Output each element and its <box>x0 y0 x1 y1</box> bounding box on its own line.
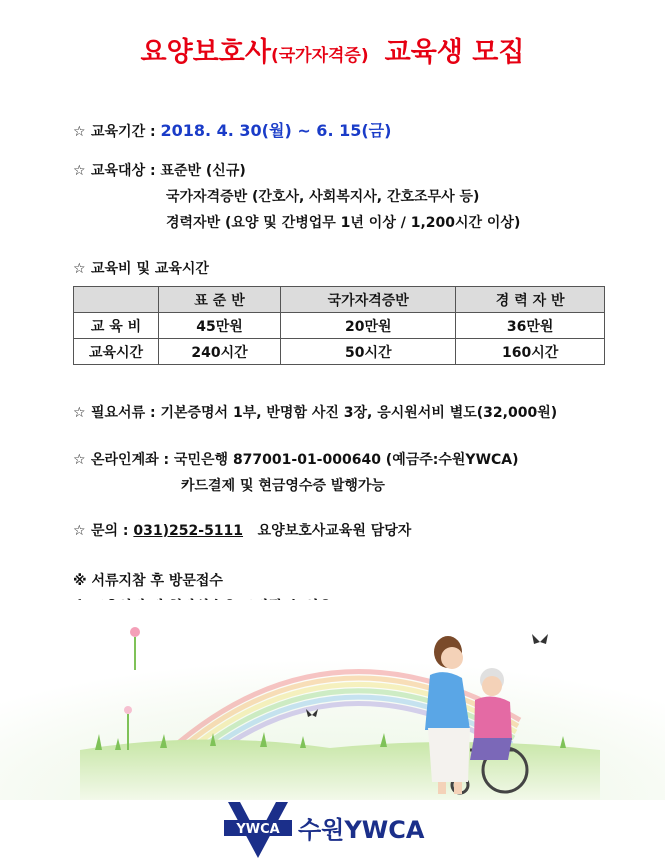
title-main: 요양보호사 <box>140 37 271 68</box>
title-sub: (국가자격증) <box>270 46 369 66</box>
table-cell: 240시간 <box>159 339 281 365</box>
logo-badge: YWCA <box>236 822 280 837</box>
note-1: ※ 서류지참 후 방문접수 <box>73 573 223 589</box>
contact-line <box>73 520 411 540</box>
page-title <box>0 30 665 69</box>
fee-table <box>73 286 605 365</box>
table-row <box>74 339 605 365</box>
star-icon: ☆ <box>73 523 86 539</box>
fee-line <box>73 258 209 278</box>
table-header-row <box>74 287 605 313</box>
table-cell: 50시간 <box>281 339 456 365</box>
table-cell: 20만원 <box>281 313 456 339</box>
ywca-logo <box>222 800 452 860</box>
table-row-header: 교육시간 <box>74 339 159 365</box>
contact-phone: 031)252-5111 <box>133 523 244 539</box>
star-icon: ☆ <box>73 261 86 277</box>
target-line <box>73 160 246 180</box>
table-row <box>74 313 605 339</box>
docs-value: 기본증명서 1부, 반명함 사진 3장, 응시원서비 별도(32,000원) <box>160 405 558 421</box>
period-label: 교육기간 : <box>91 124 156 140</box>
target-line-2: 국가자격증반 (간호사, 사회복지사, 간호조무사 등) <box>166 189 480 205</box>
star-icon: ☆ <box>73 124 86 140</box>
logo-text: 수원YWCA <box>298 816 425 844</box>
period-line <box>73 118 391 141</box>
table-cell: 45만원 <box>159 313 281 339</box>
target-label: 교육대상 : <box>91 163 156 179</box>
star-icon: ☆ <box>73 452 86 468</box>
star-icon: ☆ <box>73 405 86 421</box>
table-cell: 160시간 <box>456 339 605 365</box>
docs-label: 필요서류 : <box>91 405 156 421</box>
contact-dept: 요양보호사교육원 담당자 <box>257 523 412 539</box>
account-label: 온라인계좌 : <box>91 452 170 468</box>
star-icon: ☆ <box>73 163 86 179</box>
table-row-header: 교 육 비 <box>74 313 159 339</box>
target-line-1: 표준반 (신규) <box>160 163 246 179</box>
account-line <box>73 449 519 469</box>
caregiver-illustration <box>0 600 665 800</box>
docs-line <box>73 402 557 422</box>
account-line-2: 카드결제 및 현금영수증 발행가능 <box>181 478 385 494</box>
table-header-cell: 국가자격증반 <box>281 287 456 313</box>
table-header-cell: 표 준 반 <box>159 287 281 313</box>
account-value: 국민은행 877001-01-000640 (예금주:수원YWCA) <box>173 452 519 468</box>
table-header-cell <box>74 287 159 313</box>
table-header-cell: 경 력 자 반 <box>456 287 605 313</box>
table-cell: 36만원 <box>456 313 605 339</box>
period-value: 2018. 4. 30(월) ~ 6. 15(금) <box>160 121 392 140</box>
target-line-3: 경력자반 (요양 및 간병업무 1년 이상 / 1,200시간 이상) <box>166 215 521 231</box>
contact-label: 문의 : <box>91 523 129 539</box>
fee-label: 교육비 및 교육시간 <box>91 261 209 277</box>
title-rest: 교육생 모집 <box>384 37 525 68</box>
